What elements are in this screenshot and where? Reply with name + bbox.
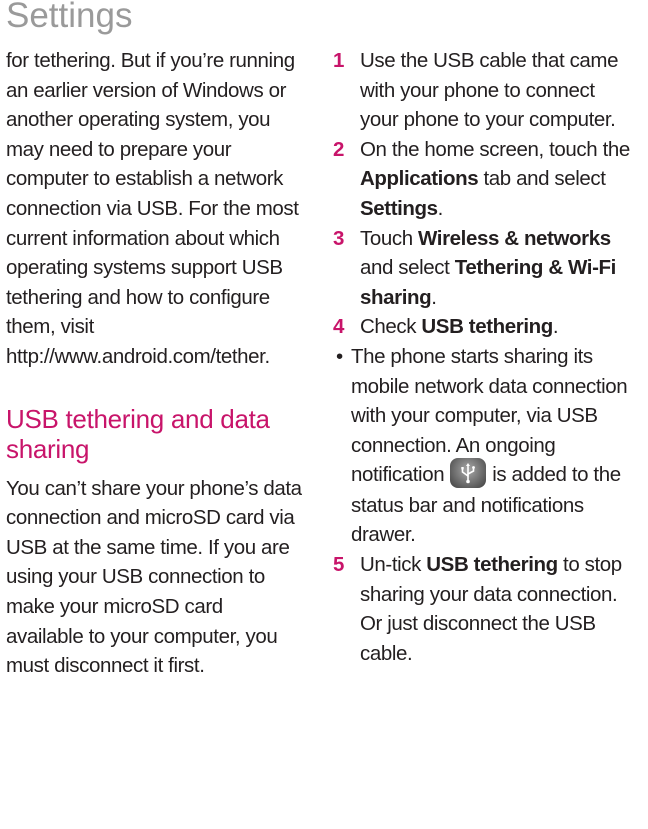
step-text-mid: tab and select [478,167,606,191]
usb-tethering-label: USB tethering [426,553,558,577]
section-body: You can’t share your phone’s data connection and microSD card via USB at the same time. If you are using your USB connection to make your microSD card available to your computer, you must disconnect it first. [6,476,302,678]
step-text-pre: Touch [360,226,418,250]
step-number: 3 [333,226,345,250]
step-number: 4 [333,315,345,339]
step-2 [333,135,633,224]
step-text-pre: On the home screen, touch the [360,137,630,161]
step-text-post: . [431,285,437,309]
wireless-networks-label: Wireless & networks [418,226,611,250]
applications-label: Applications [360,167,479,191]
step-text [360,224,633,313]
step-text-pre: Check [360,315,422,339]
bullet-icon [333,342,351,372]
usb-tethering-label: USB tethering [421,315,553,339]
bullet-note [333,342,633,550]
bullet-text [351,342,633,550]
section-heading: USB tethering and data sharing [6,403,270,464]
tethering-wifi-sharing-label: Tethering & Wi-Fi sharing [360,256,616,309]
bullet-text-post: is added to the status bar and notifications drawer. [351,463,621,547]
right-column [333,46,633,668]
step-text [360,135,633,224]
usb-tethering-icon [450,458,486,488]
intro-paragraph: for tethering. But if you’re running an earlier version of Windows or another operating system, you may need to prepare your computer to establish a network connection via USB. For the most current information about which operating systems support USB tethering and how to configure them, visit http://www.android.com/tether. [6,49,299,368]
step-text-pre: Un-tick [360,553,427,577]
bullet-text-pre: The phone starts sharing its mobile network data connection with your computer, via USB connection. An ongoing notification [351,344,628,487]
settings-label: Settings [360,196,438,220]
step-number: 2 [333,137,345,161]
left-column [6,46,304,681]
step-5 [333,550,633,668]
step-4 [333,312,633,342]
step-text-mid: and select [360,256,455,280]
step-text-post: . [552,315,559,339]
step-text [360,312,633,342]
step-3 [333,224,633,313]
page-title: Settings [6,0,133,35]
step-number: 5 [333,553,345,577]
step-text [360,550,633,668]
step-text: Use the USB cable that came with your phone to connect your phone to your computer. [360,49,619,132]
step-1 [333,46,633,135]
step-text-post: . [437,196,443,220]
steps-list [333,46,633,668]
step-text-post: to stop sharing your data connection. Or just disconnect the USB cable. [360,553,622,665]
step-number: 1 [333,49,345,72]
